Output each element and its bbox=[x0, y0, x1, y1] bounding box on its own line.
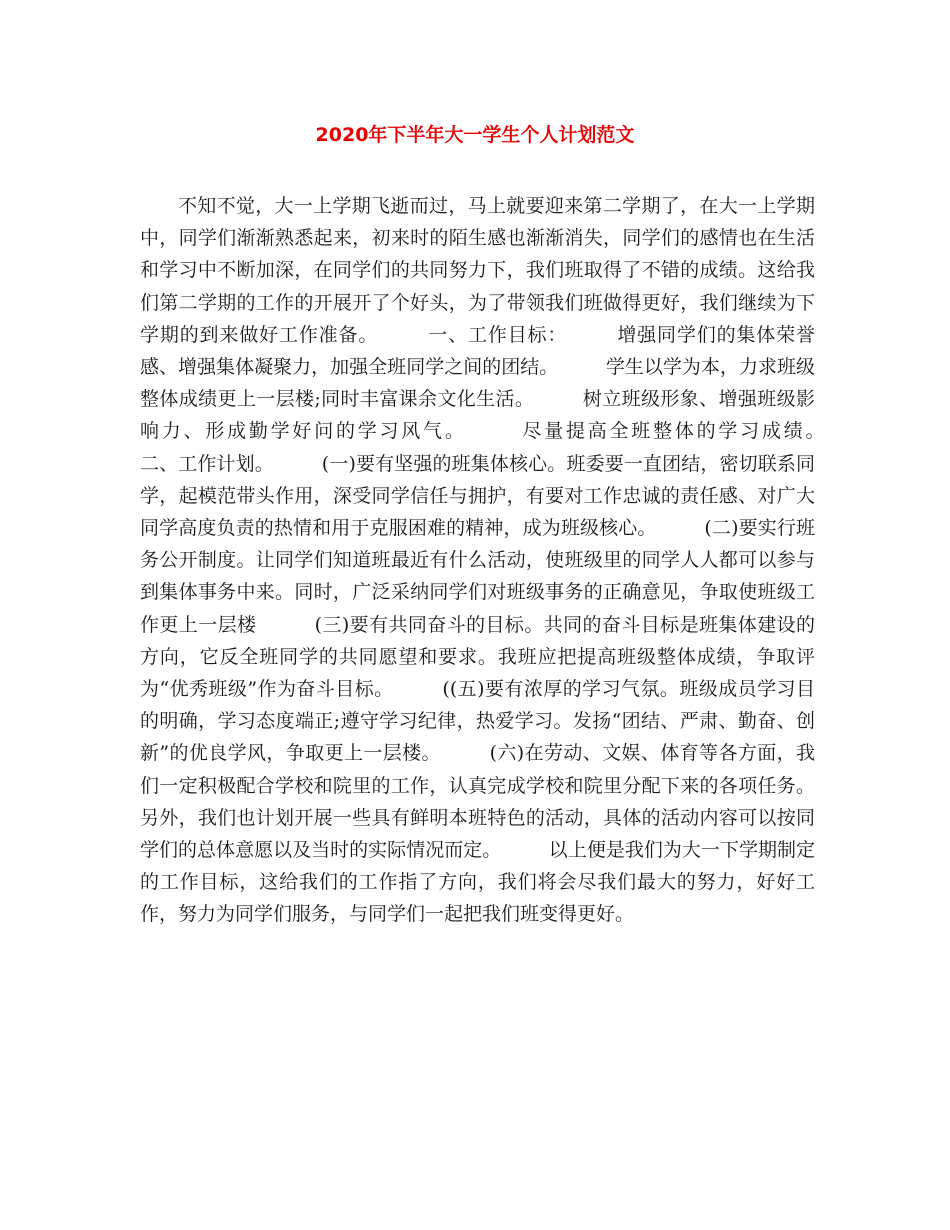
document-title: 2020年下半年大一学生个人计划范文 bbox=[315, 124, 635, 146]
document-body: 不知不觉，大一上学期飞逝而过，马上就要迎来第二学期了，在大一上学期中，同学们渐渐熟悉起来，初来时的陌生感也渐渐消失，同学们的感情也在生活和学习中不断加深，在同学们的共同努力下，我们班取得了不错的成绩。这给我们第二学期的工作的开展开了个好头，为了带领我们班做得更好，我们继续为下学期的到来做好工作准备。 一、工作目标： 增强同学们的集体荣誉感、增强集体凝聚力，加强全班同学之间的团结。 学生以学为本，力求班级整体成绩更上一层楼;同时丰富课余文化生活。 树立班级形象、增强班级影响力、形成勤学好问的学习风气。 尽量提高全班整体的学习成绩。 二、工作计划。 (一)要有坚强的班集体核心。班委要一直团结，密切联系同学，起模范带头作用，深受同学信任与拥护，有要对工作忠诚的责任感、对广大同学高度负责的热情和用于克服困难的精神，成为班级核心。 (二)要实行班务公开制度。让同学们知道班最近有什么活动，使班级里的同学人人都可以参与到集体事务中来。同时，广泛采纳同学们对班级事务的正确意见，争取使班级工作更上一层楼 (三)要有共同奋斗的目标。共同的奋斗目标是班集体建设的方向，它反全班同学的共同愿望和要求。我班应把提高班级整体成绩，争取评为“优秀班级”作为奋斗目标。 ((五)要有浓厚的学习气氛。班级成员学习目的明确，学习态度端正;遵守学习纪律，热爱学习。发扬“团结、严肃、勤奋、创新”的优良学风，争取更上一层楼。 (六)在劳动、文娱、体育等各方面，我们一定积极配合学校和院里的工作，认真完成学校和院里分配下来的各项任务。另外，我们也计划开展一些具有鲜明本班特色的活动，具体的活动内容可以按同学们的总体意愿以及当时的实际情况而定。 以上便是我们为大一下学期制定的工作目标，这给我们的工作指了方向，我们将会尽我们最大的努力，好好工作，努力为同学们服务，与同学们一起把我们班变得更好。 bbox=[140, 195, 873, 926]
